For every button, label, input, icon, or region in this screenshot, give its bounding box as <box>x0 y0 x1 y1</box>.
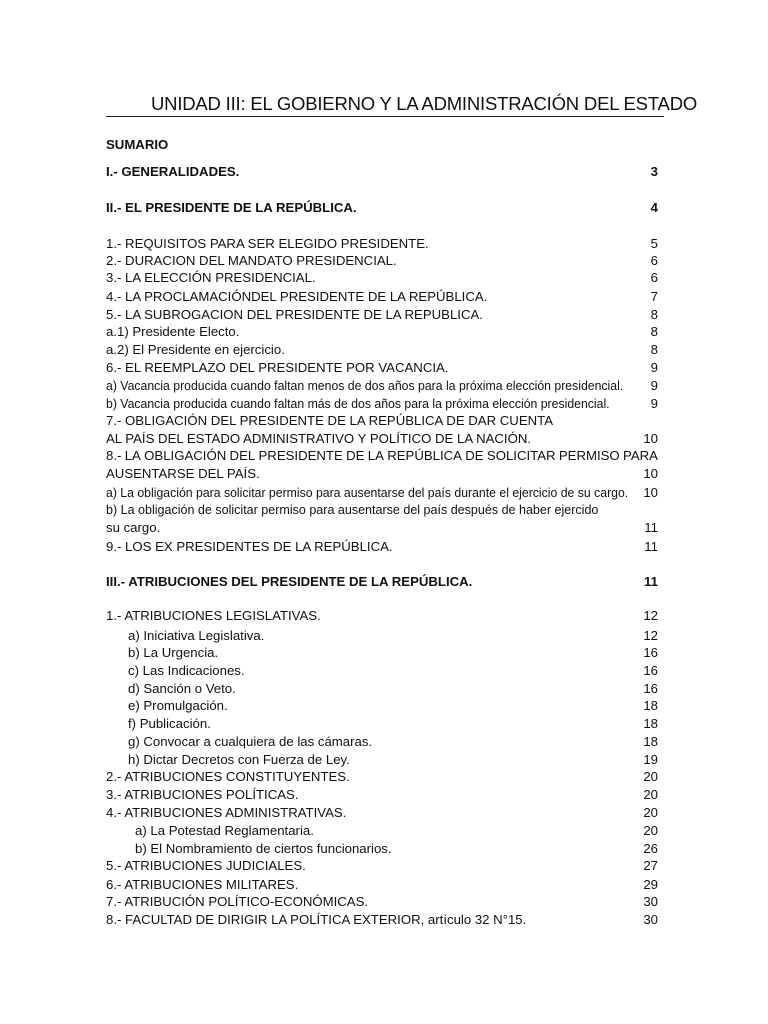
toc-entry <box>106 857 658 874</box>
toc-entry-page-number: 6 <box>650 253 658 268</box>
toc-entry-page-number: 8 <box>650 307 658 322</box>
toc-entry <box>106 627 658 644</box>
toc-entry <box>106 323 658 340</box>
toc-entry <box>106 607 658 624</box>
toc-entry-title: a) La Potestad Reglamentaria. <box>135 823 314 838</box>
toc-entry-page-number: 27 <box>643 858 658 873</box>
toc-entry <box>106 715 658 732</box>
toc-entry-title: 4.- ATRIBUCIONES ADMINISTRATIVAS. <box>106 805 347 820</box>
toc-entry-title: b) Vacancia producida cuando faltan más de dos años para la próxima elección presidencial. <box>106 396 610 411</box>
toc-entry-page-number: 12 <box>643 628 658 643</box>
toc-entry-page-number: 10 <box>643 431 658 446</box>
toc-entry <box>106 377 658 394</box>
toc-entry <box>106 288 658 305</box>
toc-entry-title: 6.- EL REEMPLAZO DEL PRESIDENTE POR VACANCIA. <box>106 360 449 375</box>
toc-entry-page-number: 6 <box>650 270 658 285</box>
toc-entry <box>106 697 658 714</box>
toc-entry-title: d) Sanción o Veto. <box>128 681 236 696</box>
toc-entry-page-number: 11 <box>644 520 658 535</box>
toc-entry-title: 4.- LA PROCLAMACIÓNDEL PRESIDENTE DE LA REPÚBLICA. <box>106 289 488 304</box>
toc-entry-title: c) Las Indicaciones. <box>128 663 245 678</box>
toc-entry-title: b) El Nombramiento de ciertos funcionarios. <box>135 841 392 856</box>
toc-entry-title: a) La obligación para solicitar permiso para ausentarse del país durante el ejercicio de su cargo. <box>106 485 629 500</box>
toc-entry-page-number: 16 <box>643 681 658 696</box>
toc-entry-title: 7.- OBLIGACIÓN DEL PRESIDENTE DE LA REPÚBLICA DE DAR CUENTA <box>106 413 554 428</box>
toc-entry <box>106 751 658 768</box>
toc-entry-title: a.2) El Presidente en ejercicio. <box>106 342 285 357</box>
toc-entry-title: 1.- ATRIBUCIONES LEGISLATIVAS. <box>106 608 321 623</box>
toc-entry <box>106 538 658 555</box>
toc-entry-page-number: 18 <box>643 716 658 731</box>
toc-entry-title: 7.- ATRIBUCIÓN POLÍTICO-ECONÓMICAS. <box>106 894 369 909</box>
toc-entry-title: h) Dictar Decretos con Fuerza de Ley. <box>128 752 350 767</box>
toc-entry-title: b) La obligación de solicitar permiso para ausentarse del país después de haber ejercido <box>106 502 599 517</box>
toc-entry-title: f) Publicación. <box>128 716 211 731</box>
toc-entry <box>106 804 658 821</box>
toc-entry <box>106 876 658 893</box>
toc-entry-title: 8.- FACULTAD DE DIRIGIR LA POLÍTICA EXTERIOR, artículo 32 N°15. <box>106 912 527 927</box>
toc-entry-title: AUSENTARSE DEL PAÍS. <box>106 466 260 481</box>
toc-entry-page-number: 7 <box>650 289 658 304</box>
toc-entry <box>106 644 658 661</box>
toc-entry-page-number: 19 <box>643 752 658 767</box>
toc-entry-page-number: 9 <box>650 378 658 393</box>
toc-entry-title: su cargo. <box>106 520 161 535</box>
toc-entry-title: 5.- ATRIBUCIONES JUDICIALES. <box>106 858 306 873</box>
toc-entry <box>106 341 658 358</box>
toc-entry <box>106 573 658 590</box>
toc-entry-title: 5.- LA SUBROGACION DEL PRESIDENTE DE LA REPUBLICA. <box>106 307 483 322</box>
toc-entry-page-number: 26 <box>643 841 658 856</box>
toc-entry-title: 9.- LOS EX PRESIDENTES DE LA REPÚBLICA. <box>106 539 393 554</box>
toc-entry <box>106 484 658 501</box>
toc-entry <box>106 412 658 429</box>
toc-entry-title: II.- EL PRESIDENTE DE LA REPÚBLICA. <box>106 200 357 215</box>
page-title: UNIDAD III: EL GOBIERNO Y LA ADMINISTRACIÓN DEL ESTADO <box>151 93 698 114</box>
toc-entry-page-number: 10 <box>643 485 658 500</box>
toc-entry-page-number: 11 <box>644 574 658 589</box>
toc-entry <box>106 662 658 679</box>
toc-entry <box>106 136 658 153</box>
toc-entry <box>106 733 658 750</box>
toc-entry <box>106 501 658 518</box>
toc-entry-page-number: 11 <box>644 539 658 554</box>
title-underline <box>106 116 664 117</box>
toc-entry-title: 8.- LA OBLIGACIÓN DEL PRESIDENTE DE LA REPÚBLICA DE SOLICITAR PERMISO PARA <box>106 448 658 463</box>
toc-entry-title: a.1) Presidente Electo. <box>106 324 240 339</box>
toc-entry-title: III.- ATRIBUCIONES DEL PRESIDENTE DE LA REPÚBLICA. <box>106 574 473 589</box>
toc-entry-title: 6.- ATRIBUCIONES MILITARES. <box>106 877 299 892</box>
toc-entry-page-number: 8 <box>650 324 658 339</box>
toc-entry-page-number: 29 <box>643 877 658 892</box>
toc-entry-page-number: 8 <box>650 342 658 357</box>
toc-entry-title: AL PAÍS DEL ESTADO ADMINISTRATIVO Y POLÍTICO DE LA NACIÓN. <box>106 431 532 446</box>
toc-entry <box>106 306 658 323</box>
toc-entry-page-number: 9 <box>650 360 658 375</box>
toc-entry <box>106 768 658 785</box>
toc-entry-page-number: 20 <box>643 805 658 820</box>
toc-entry <box>106 359 658 376</box>
toc-entry-page-number: 12 <box>643 608 658 623</box>
toc-entry-page-number: 20 <box>643 787 658 802</box>
toc-entry-page-number: 4 <box>650 200 658 215</box>
toc-entry <box>106 199 658 216</box>
toc-entry-title: 2.- ATRIBUCIONES CONSTITUYENTES. <box>106 769 350 784</box>
toc-entry-title: I.- GENERALIDADES. <box>106 164 240 179</box>
toc-entry <box>106 465 658 482</box>
toc-entry-title: 1.- REQUISITOS PARA SER ELEGIDO PRESIDENTE. <box>106 236 429 251</box>
toc-entry-page-number: 3 <box>650 164 658 179</box>
toc-entry-title: 3.- ATRIBUCIONES POLÍTICAS. <box>106 787 299 802</box>
toc-entry <box>106 269 658 286</box>
toc-entry <box>106 430 658 447</box>
toc-entry-page-number: 16 <box>643 663 658 678</box>
toc-entry-title: b) La Urgencia. <box>128 645 219 660</box>
toc-entry <box>106 822 658 839</box>
toc-entry <box>106 252 658 269</box>
toc-entry-title: 3.- LA ELECCIÓN PRESIDENCIAL. <box>106 270 316 285</box>
toc-entry-page-number: 9 <box>650 396 658 411</box>
toc-entry <box>106 447 658 464</box>
toc-entry <box>106 163 658 180</box>
toc-entry <box>106 840 658 857</box>
toc-entry <box>106 680 658 697</box>
toc-entry-title: a) Vacancia producida cuando faltan menos de dos años para la próxima elección presidencial. <box>106 378 624 393</box>
toc-entry <box>106 893 658 910</box>
toc-entry-page-number: 18 <box>643 698 658 713</box>
toc-entry <box>106 395 658 412</box>
toc-entry-page-number: 18 <box>643 734 658 749</box>
toc-entry-page-number: 30 <box>643 912 658 927</box>
toc-entry <box>106 519 658 536</box>
toc-entry-page-number: 16 <box>643 645 658 660</box>
toc-entry-page-number: 20 <box>643 769 658 784</box>
toc-entry <box>106 235 658 252</box>
toc-entry-title: a) Iniciativa Legislativa. <box>128 628 265 643</box>
toc-entry-title: 2.- DURACION DEL MANDATO PRESIDENCIAL. <box>106 253 397 268</box>
toc-entry-page-number: 5 <box>650 236 658 251</box>
toc-entry <box>106 911 658 928</box>
toc-entry <box>106 786 658 803</box>
toc-entry-title: e) Promulgación. <box>128 698 228 713</box>
toc-entry-title: SUMARIO <box>106 137 169 152</box>
toc-entry-page-number: 20 <box>643 823 658 838</box>
toc-entry-page-number: 10 <box>643 466 658 481</box>
toc-entry-title: g) Convocar a cualquiera de las cámaras. <box>128 734 373 749</box>
toc-entry-page-number: 30 <box>643 894 658 909</box>
